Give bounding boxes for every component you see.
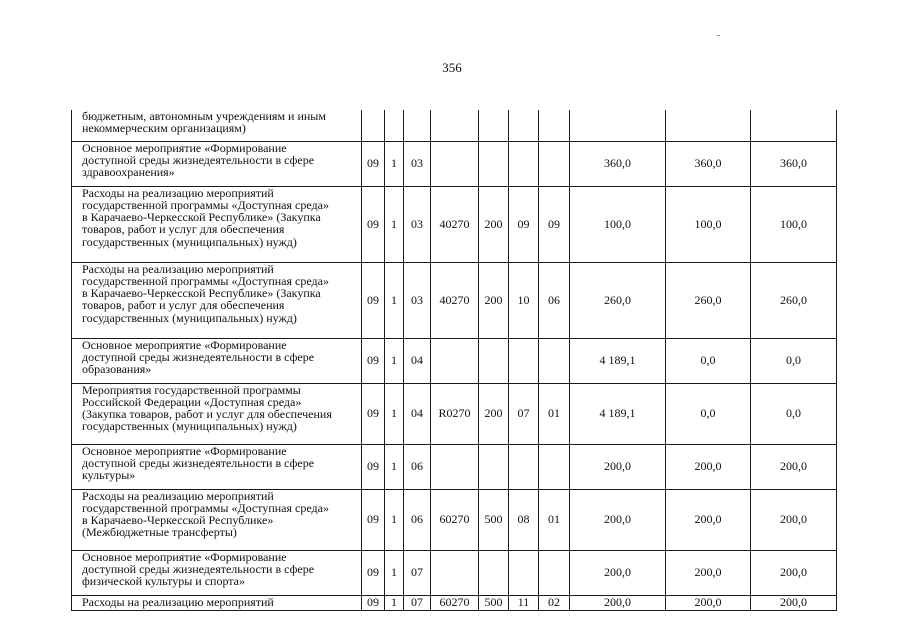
cell-subprogram: 1 [385,141,404,186]
description-line: государственной программы «Доступная среда» [82,273,329,288]
cell-amount-2 [666,110,751,141]
description-line: государственных (муниципальных) нужд) [82,419,297,434]
description-line: образования» [82,362,152,377]
cell-subprogram: 1 [385,489,404,550]
cell-section-code: 11 [509,595,539,610]
description-line: Расходы на реализацию мероприятий [82,186,274,200]
cell-amount-1: 200,0 [570,595,666,610]
description-line: здравоохранения» [82,165,175,180]
cell-subsection-code [539,110,570,141]
cell-amount-2: 0,0 [666,338,751,383]
description-line: доступной среды жизнедеятельности в сфере [82,349,315,364]
cell-section-code [509,550,539,595]
cell-section: 09 [362,383,385,444]
cell-event: 03 [404,141,431,186]
cell-subsection-code: 01 [539,383,570,444]
cell-expense-type [479,444,509,489]
table-row [72,550,837,595]
description-line: Основное мероприятие «Формирование [82,550,287,564]
description-line: Основное мероприятие «Формирование [82,444,287,458]
description-line: в Карачаево-Черкесской Республике» [82,513,274,528]
budget-table-body [72,110,837,610]
description-line: (Межбюджетные трансферты) [82,525,237,540]
description-line: культуры» [82,468,136,483]
cell-section-code: 07 [509,383,539,444]
description-line: в Карачаево-Черкесской Республике» (Закупка [82,286,321,301]
description-line: физической культуры и спорта» [82,574,246,589]
cell-event: 04 [404,383,431,444]
description-line: Расходы на реализацию мероприятий [82,489,274,503]
cell-amount-1: 4 189,1 [570,338,666,383]
cell-section: 09 [362,262,385,338]
cell-section-code [509,444,539,489]
cell-description [72,383,362,444]
cell-subsection-code: 06 [539,262,570,338]
cell-direction [431,110,479,141]
cell-direction [431,444,479,489]
description-line: государственных (муниципальных) нужд) [82,310,297,325]
cell-description [72,444,362,489]
table-row [72,383,837,444]
cell-description [72,338,362,383]
cell-amount-3: 200,0 [751,444,837,489]
cell-subprogram [385,110,404,141]
description-line: Расходы на реализацию мероприятий [82,262,274,276]
table-row [72,595,837,610]
cell-subsection-code: 01 [539,489,570,550]
description-line: государственных (муниципальных) нужд) [82,234,297,249]
description-line: доступной среды жизнедеятельности в сфере [82,152,315,167]
cell-amount-3: 360,0 [751,141,837,186]
cell-subprogram: 1 [385,338,404,383]
cell-direction [431,141,479,186]
cell-event: 07 [404,595,431,610]
description-line: бюджетным, автономным учреждениям и иным [82,110,326,123]
cell-amount-1: 200,0 [570,489,666,550]
cell-section-code [509,110,539,141]
table-row [72,489,837,550]
cell-amount-3: 0,0 [751,383,837,444]
cell-expense-type: 200 [479,262,509,338]
cell-section: 09 [362,489,385,550]
cell-event [404,110,431,141]
table-row [72,186,837,262]
cell-direction: 60270 [431,595,479,610]
cell-event: 04 [404,338,431,383]
cell-amount-2: 260,0 [666,262,751,338]
cell-description [72,110,362,141]
budget-table [71,110,837,611]
description-line: доступной среды жизнедеятельности в сфере [82,561,315,576]
cell-direction [431,550,479,595]
cell-description [72,550,362,595]
cell-expense-type: 200 [479,186,509,262]
cell-amount-1: 4 189,1 [570,383,666,444]
cell-subprogram: 1 [385,383,404,444]
cell-direction [431,338,479,383]
cell-amount-2: 0,0 [666,383,751,444]
cell-section-code: 09 [509,186,539,262]
table-row [72,338,837,383]
cell-description [72,489,362,550]
description-line: доступной среды жизнедеятельности в сфере [82,455,315,470]
cell-amount-1: 360,0 [570,141,666,186]
description-line: государственной программы «Доступная среда» [82,500,329,515]
description-line: некоммерческим организациям) [82,121,246,136]
cell-expense-type [479,338,509,383]
cell-description [72,595,362,610]
cell-amount-3 [751,110,837,141]
cell-expense-type: 500 [479,595,509,610]
cell-subprogram: 1 [385,595,404,610]
cell-subsection-code: 09 [539,186,570,262]
cell-section-code: 08 [509,489,539,550]
cell-event: 03 [404,186,431,262]
description-line: Основное мероприятие «Формирование [82,338,287,352]
cell-event: 06 [404,444,431,489]
cell-amount-3: 200,0 [751,489,837,550]
cell-amount-1: 200,0 [570,444,666,489]
table-row [72,141,837,186]
cell-amount-3: 260,0 [751,262,837,338]
cell-amount-3: 0,0 [751,338,837,383]
cell-expense-type [479,110,509,141]
cell-expense-type: 500 [479,489,509,550]
cell-subprogram: 1 [385,444,404,489]
cell-description [72,141,362,186]
cell-section-code: 10 [509,262,539,338]
cell-direction: 40270 [431,262,479,338]
cell-amount-1: 100,0 [570,186,666,262]
cell-section: 09 [362,186,385,262]
cell-subprogram: 1 [385,186,404,262]
cell-amount-2: 200,0 [666,550,751,595]
cell-section-code [509,338,539,383]
cell-section: 09 [362,444,385,489]
cell-expense-type [479,141,509,186]
cell-subsection-code [539,141,570,186]
cell-amount-2: 200,0 [666,595,751,610]
cell-event: 07 [404,550,431,595]
cell-subprogram: 1 [385,550,404,595]
cell-event: 06 [404,489,431,550]
table-row [72,262,837,338]
cell-amount-1: 200,0 [570,550,666,595]
cell-section: 09 [362,595,385,610]
cell-description [72,262,362,338]
cell-section: 09 [362,550,385,595]
cell-direction: 60270 [431,489,479,550]
cell-expense-type [479,550,509,595]
cell-subsection-code [539,338,570,383]
description-line: товаров, работ и услуг для обеспечения [82,222,285,237]
cell-subsection-code: 02 [539,595,570,610]
cell-amount-1 [570,110,666,141]
cell-amount-2: 200,0 [666,444,751,489]
cell-amount-3: 200,0 [751,550,837,595]
cell-direction: 40270 [431,186,479,262]
cell-section [362,110,385,141]
cell-event: 03 [404,262,431,338]
cell-expense-type: 200 [479,383,509,444]
cell-amount-3: 100,0 [751,186,837,262]
cell-subsection-code [539,550,570,595]
description-line: (Закупка товаров, работ и услуг для обеспечения [82,407,332,422]
description-line: Мероприятия государственной программы [82,383,301,397]
description-line: государственной программы «Доступная среда» [82,197,329,212]
table-row [72,110,837,141]
cell-subprogram: 1 [385,262,404,338]
description-line: товаров, работ и услуг для обеспечения [82,298,285,313]
cell-amount-3: 200,0 [751,595,837,610]
description-line: Расходы на реализацию мероприятий [82,595,274,610]
description-line: Основное мероприятие «Формирование [82,141,287,155]
page-number: 356 [442,60,462,75]
cell-section-code [509,141,539,186]
cell-amount-2: 100,0 [666,186,751,262]
description-line: Российской Федерации «Доступная среда» [82,394,302,409]
cell-subsection-code [539,444,570,489]
cell-section: 09 [362,141,385,186]
description-line: в Карачаево-Черкесской Республике» (Закупка [82,210,321,225]
cell-amount-2: 200,0 [666,489,751,550]
cell-amount-1: 260,0 [570,262,666,338]
table-row [72,444,837,489]
cell-section: 09 [362,338,385,383]
cell-description [72,186,362,262]
scan-speck [717,35,720,36]
cell-direction: R0270 [431,383,479,444]
cell-amount-2: 360,0 [666,141,751,186]
